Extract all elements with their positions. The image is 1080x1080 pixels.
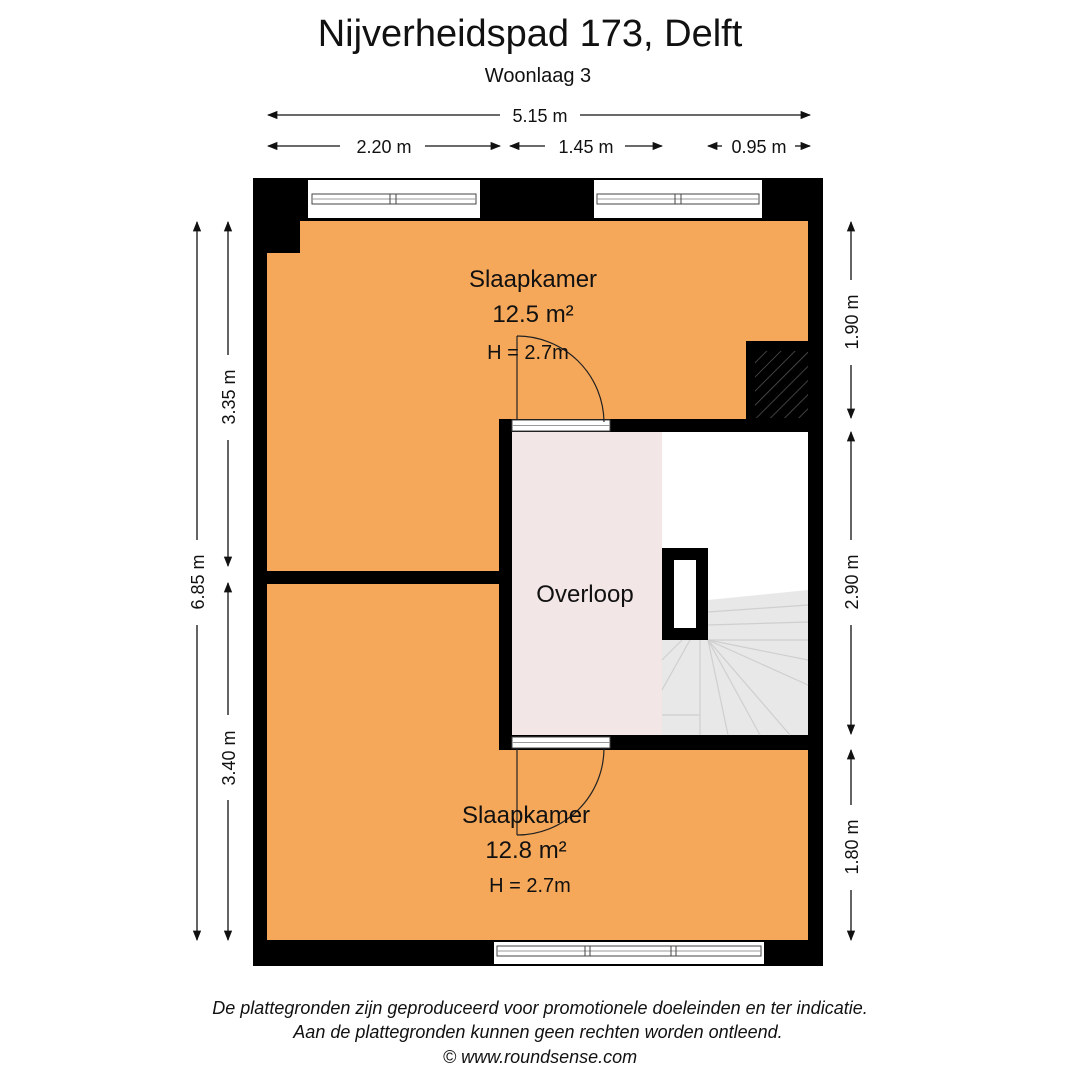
dim-right-middle: 2.90 m xyxy=(842,554,862,610)
room-top-name: Slaapkamer xyxy=(468,266,598,293)
footer-copyright: © www.roundsense.com xyxy=(442,1047,638,1067)
room-top-area: 12.5 m² xyxy=(492,301,574,328)
dim-segment-middle: 1.45 m xyxy=(558,137,614,157)
room-bottom-area: 12.8 m² xyxy=(485,837,567,864)
dim-left-lower: 3.40 m xyxy=(219,730,239,786)
footer-disclaimer-1: De plattegronden zijn geproduceerd voor promotionele doeleinden en ter indicatie. xyxy=(212,998,868,1018)
window-top-left xyxy=(308,180,480,218)
window-top-right xyxy=(594,180,762,218)
room-bottom-height: H = 2.7m xyxy=(489,875,571,897)
shaft-hatch xyxy=(755,351,808,418)
dim-total-width: 5.15 m xyxy=(512,106,568,126)
footer-disclaimer-2: Aan de plattegronden kunnen geen rechten worden ontleend. xyxy=(293,1022,783,1042)
wall-bedrooms-divider xyxy=(267,571,499,584)
room-landing-name: Overloop xyxy=(536,581,634,608)
dim-segment-left: 2.20 m xyxy=(356,137,412,157)
dim-segment-right: 0.95 m xyxy=(731,137,787,157)
room-bottom-name: Slaapkamer xyxy=(461,802,591,829)
stair-core-inner xyxy=(674,560,696,628)
dim-right-lower: 1.80 m xyxy=(842,819,862,875)
dim-total-height: 6.85 m xyxy=(188,554,208,610)
dim-left-upper: 3.35 m xyxy=(219,369,239,425)
plan-title: Nijverheidspad 173, Delft xyxy=(317,13,743,55)
window-bottom xyxy=(494,942,764,964)
wall-landing-left xyxy=(499,419,512,750)
room-top-height: H = 2.7m xyxy=(487,342,569,364)
plan-subtitle: Woonlaag 3 xyxy=(484,65,592,87)
dim-right-upper: 1.90 m xyxy=(842,294,862,350)
